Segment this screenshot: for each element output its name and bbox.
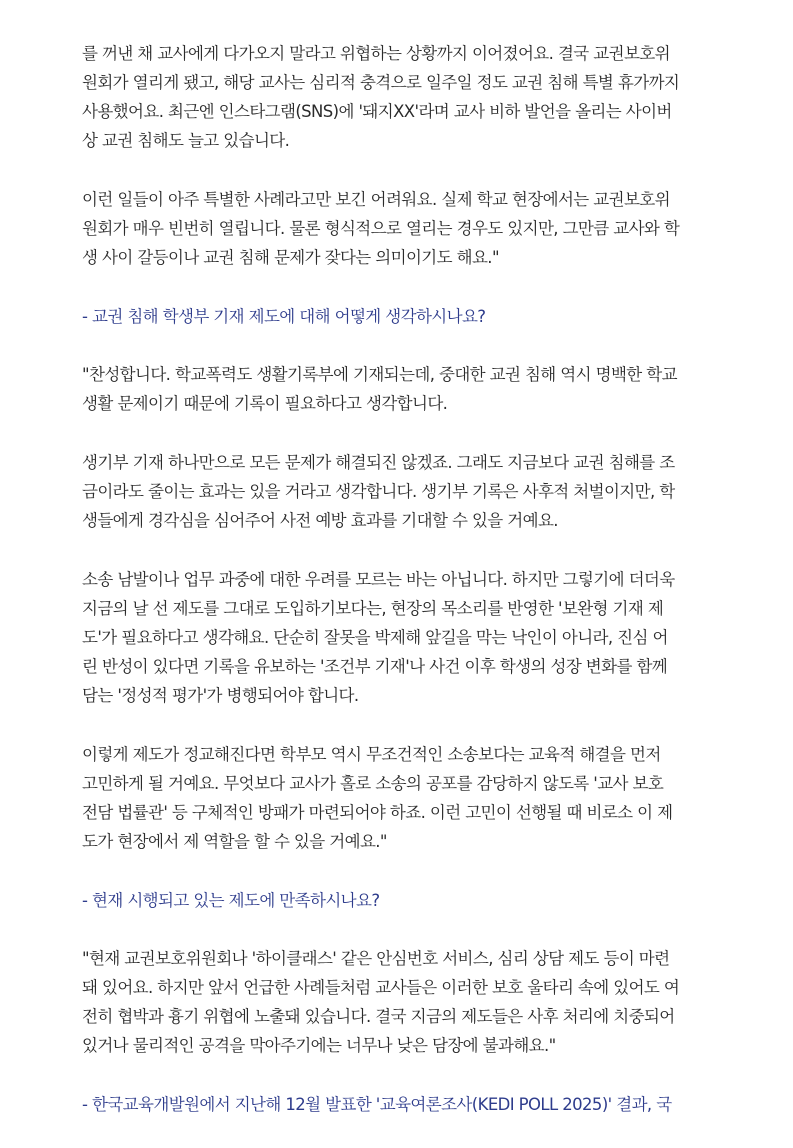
article-body [82, 39, 722, 1148]
text-line: 전히 협박과 흉기 위협에 노출돼 있습니다. 결국 지금의 제도들은 사후 처리에 치중되어 [82, 1007, 675, 1026]
question-line: - 한국교육개발원에서 지난해 12월 발표한 '교육여론조사(KEDI POLL 2025)' 결과, 국 [82, 1095, 672, 1114]
text-line: 전담 법률관' 등 구체적인 방패가 마련되어야 하죠. 이런 고민이 선행될 때 비로소 이 제 [82, 803, 673, 822]
answer-paragraph [82, 185, 722, 272]
text-line: 린 반성이 있다면 기록을 유보하는 '조건부 기재'나 사건 이후 학생의 성장 변화를 함께 [82, 657, 668, 676]
interview-question [82, 1090, 722, 1119]
text-line: 생들에게 경각심을 심어주어 사전 예방 효과를 기대할 수 있을 거예요. [82, 511, 558, 530]
text-line: 도'가 필요하다고 생각해요. 단순히 잘못을 박제해 앞길을 막는 낙인이 아니라, 진심 어 [82, 628, 668, 647]
answer-paragraph [82, 740, 722, 856]
interview-question [82, 302, 722, 331]
answer-paragraph [82, 360, 722, 418]
answer-paragraph [82, 448, 722, 535]
text-line: 소송 남발이나 업무 과중에 대한 우려를 모르는 바는 아닙니다. 하지만 그렇기에 더더욱 [82, 570, 675, 589]
text-line: 상 교권 침해도 늘고 있습니다. [82, 131, 290, 150]
question-line: - 현재 시행되고 있는 제도에 만족하시나요? [82, 891, 380, 910]
text-line: 이런 일들이 아주 특별한 사례라고만 보긴 어려워요. 실제 학교 현장에서는 교권보호위 [82, 190, 670, 209]
text-line: 원회가 열리게 됐고, 해당 교사는 심리적 충격으로 일주일 정도 교권 침해 특별 휴가까지 [82, 73, 680, 92]
text-line: 고민하게 될 거예요. 무엇보다 교사가 홀로 소송의 공포를 감당하지 않도록 '교사 보호 [82, 774, 664, 793]
text-line: 지금의 날 선 제도를 그대로 도입하기보다는, 현장의 목소리를 반영한 '보완형 기재 제 [82, 599, 664, 618]
text-line: 생활 문제이기 때문에 기록이 필요하다고 생각합니다. [82, 394, 448, 413]
text-line: "현재 교권보호위원회나 '하이클래스' 같은 안심번호 서비스, 심리 상담 제도 등이 마련 [82, 949, 670, 968]
interview-question [82, 886, 722, 915]
answer-paragraph [82, 39, 722, 155]
text-line: 금이라도 줄이는 효과는 있을 거라고 생각합니다. 생기부 기록은 사후적 처벌이지만, 학 [82, 482, 675, 501]
text-line: 담는 '정성적 평가'가 병행되어야 합니다. [82, 686, 359, 705]
text-line: "찬성합니다. 학교폭력도 생활기록부에 기재되는데, 중대한 교권 침해 역시 명백한 학교 [82, 365, 677, 384]
text-line: 사용했어요. 최근엔 인스타그램(SNS)에 '돼지XX'라며 교사 비하 발언을 올리는 사이버 [82, 102, 672, 121]
text-line: 이렇게 제도가 정교해진다면 학부모 역시 무조건적인 소송보다는 교육적 해결을 먼저 [82, 745, 661, 764]
text-line: 도가 현장에서 제 역할을 할 수 있을 거예요." [82, 832, 387, 851]
text-line: 생 사이 갈등이나 교권 침해 문제가 잦다는 의미이기도 해요." [82, 248, 499, 267]
text-line: 생기부 기재 하나만으로 모든 문제가 해결되진 않겠죠. 그래도 지금보다 교권 침해를 조 [82, 453, 675, 472]
text-line: 있거나 물리적인 공격을 막아주기에는 너무나 낮은 담장에 불과해요." [82, 1036, 556, 1055]
question-line: - 교권 침해 학생부 기재 제도에 대해 어떻게 생각하시나요? [82, 307, 486, 326]
answer-paragraph [82, 944, 722, 1060]
answer-paragraph [82, 565, 722, 710]
text-line: 를 꺼낸 채 교사에게 다가오지 말라고 위협하는 상황까지 이어졌어요. 결국 교권보호위 [82, 44, 670, 63]
text-line: 돼 있어요. 하지만 앞서 언급한 사례들처럼 교사들은 이러한 보호 울타리 속에 있어도 여 [82, 978, 680, 997]
text-line: 원회가 매우 빈번히 열립니다. 물론 형식적으로 열리는 경우도 있지만, 그만큼 교사와 학 [82, 219, 680, 238]
